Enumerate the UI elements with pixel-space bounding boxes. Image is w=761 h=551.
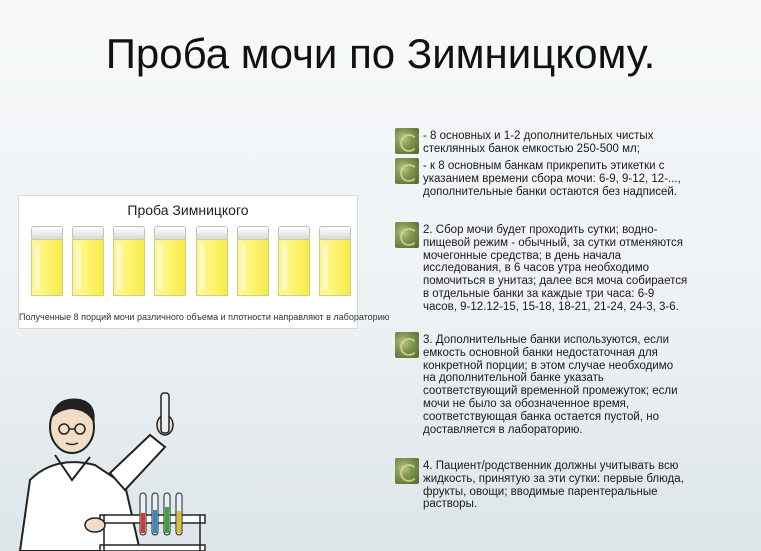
sample-jars [31, 226, 351, 296]
figure-title: Проба Зимницкого [127, 202, 249, 218]
bullet-icon [395, 222, 419, 248]
list-item-text: - к 8 основным банкам прикрепить этикетки с указанием времени сбора мочи: 6-9, 9-12, 12-..., дополнительные банки остаются без надписей. [423, 160, 681, 198]
list-item-text: - 8 основных и 1-2 дополнительных чистых стеклянных банок емкостью 250-500 мл; [423, 130, 654, 155]
bullet-icon [395, 458, 419, 484]
list-item-text: 2. Сбор мочи будет проходить сутки; водно- пищевой режим - обычный, за сутки отменяются мочегонные средства; в день начала исследования, в 6 часов утра необходимо помочиться в унитаз; далее вся моча собирается в отдельные банки за каждые три часа: 6-9 часов, 9-12.12-15, 15-18, 18-21, 21-24, 24-3, 3-6. [423, 224, 688, 313]
list-item-text: 4. Пациент/родственник должны учитывать всю жидкость, принятую за эти сутки: первые блюда, фрукты, овощи; вводимые парентеральные растворы. [423, 460, 684, 511]
figure-caption: Полученные 8 порций мочи различного объема и плотности направляют в лабораторию [19, 312, 390, 322]
sample-jar [31, 226, 63, 296]
lab-doctor-illustration [0, 385, 220, 551]
sample-jar [113, 226, 145, 296]
sample-jar [237, 226, 269, 296]
sample-jar [196, 226, 228, 296]
sample-jar [319, 226, 351, 296]
zimnitsky-figure [18, 195, 390, 329]
slide-title: Проба мочи по Зимницкому. [105, 30, 656, 77]
sample-jar [278, 226, 310, 296]
list-item-text: 3. Дополнительные банки используются, если емкость основной банки недостаточная для конкретной порции; в этом случае необходимо на дополнительной банке указать соответствующий временной промежуток; если мочи не было за обозначенное время, соответствующая банка остается пустой, но доставляется в лабораторию. [423, 334, 678, 436]
bullet-icon [395, 158, 419, 184]
bullet-icon [395, 332, 419, 358]
sample-jar [154, 226, 186, 296]
bullet-icon [395, 128, 419, 154]
sample-jar [72, 226, 104, 296]
